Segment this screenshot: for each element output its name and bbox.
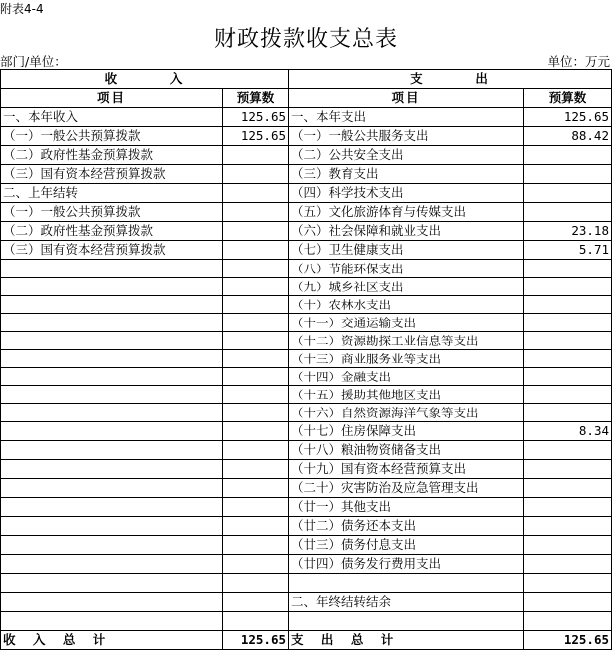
income-item-cell-text: （三）国有资本经营预算拨款: [3, 166, 166, 181]
income-total-label: 收 入 总 计: [1, 631, 223, 650]
expense-value-cell-text: 88.42: [571, 128, 609, 143]
income-item-cell: [1, 108, 223, 127]
budget-table: [0, 69, 612, 650]
income-value-cell: [223, 517, 289, 536]
income-item-cell: [1, 146, 223, 165]
income-item-cell: [1, 386, 223, 404]
expense-value-cell: [524, 350, 612, 368]
expense-item-cell: [289, 612, 524, 631]
expense-item-cell-text: （十二）资源勘探工业信息等支出: [291, 334, 479, 347]
expense-item-cell-text: （二十）灾害防治及应急管理支出: [291, 480, 479, 495]
expense-item-cell-text: （十八）粮油物资储备支出: [291, 442, 442, 457]
income-item-cell: [1, 368, 223, 386]
income-value-cell: [223, 479, 289, 498]
income-item-cell: [1, 517, 223, 536]
income-value-cell: [223, 127, 289, 146]
table-row: [1, 498, 612, 517]
income-value-cell: [223, 332, 289, 350]
column-header-row: [1, 89, 612, 108]
expense-item-cell-text: （廿四）债务发行费用支出: [291, 556, 442, 571]
expense-item-cell: [289, 127, 524, 146]
expense-item-cell-text: （五）文化旅游体育与传媒支出: [291, 204, 467, 219]
expense-value-cell: [524, 612, 612, 631]
income-item-cell: [1, 350, 223, 368]
table-row: [1, 612, 612, 631]
income-item-cell: [1, 203, 223, 222]
expense-item-cell: [289, 314, 524, 332]
expense-item-cell: [289, 222, 524, 241]
expense-value-cell: [524, 574, 612, 593]
income-item-cell: [1, 314, 223, 332]
table-row: [1, 222, 612, 241]
table-row: [1, 536, 612, 555]
expense-value-cell: [524, 404, 612, 422]
expense-value-cell: [524, 127, 612, 146]
income-item-cell-text: （三）国有资本经营预算拨款: [3, 242, 166, 257]
income-value-cell: [223, 260, 289, 278]
expense-item-cell: [289, 260, 524, 278]
income-item-cell: [1, 593, 223, 612]
income-item-cell: [1, 165, 223, 184]
income-value-cell: [223, 146, 289, 165]
table-row: [1, 593, 612, 612]
expense-value-cell: [524, 146, 612, 165]
expense-item-cell: [289, 184, 524, 203]
income-value-cell: [223, 422, 289, 441]
expense-item-cell-text: 一、本年支出: [291, 109, 367, 124]
income-value-cell: [223, 386, 289, 404]
income-value-cell: [223, 368, 289, 386]
expense-item-cell-text: （廿二）债务还本支出: [291, 518, 417, 533]
table-row: [1, 278, 612, 296]
expense-item-cell: [289, 479, 524, 498]
expense-item-cell: [289, 108, 524, 127]
income-item-cell: [1, 127, 223, 146]
income-item-cell: [1, 441, 223, 460]
income-value-cell: [223, 108, 289, 127]
income-item-cell: [1, 460, 223, 479]
table-row: [1, 517, 612, 536]
income-item-cell: [1, 574, 223, 593]
income-value-cell: [223, 241, 289, 260]
department-label: 部门/单位：: [0, 54, 67, 69]
income-item-cell: [1, 404, 223, 422]
expense-item-cell: [289, 498, 524, 517]
expense-item-cell: [289, 165, 524, 184]
table-row: [1, 165, 612, 184]
expense-item-cell-text: （廿三）债务付息支出: [291, 537, 417, 552]
table-row: [1, 422, 612, 441]
expense-item-cell-text: （十七）住房保障支出: [291, 423, 417, 438]
income-value-cell-text: 125.65: [240, 128, 286, 143]
table-row: [1, 127, 612, 146]
income-header: 收 入: [1, 70, 289, 89]
income-total-value: 125.65: [223, 631, 289, 650]
expense-item-cell-text: （十一）交通运输支出: [291, 316, 417, 329]
table-row: [1, 332, 612, 350]
table-row: [1, 108, 612, 127]
expense-value-cell: [524, 165, 612, 184]
income-value-cell: [223, 441, 289, 460]
expense-item-cell: [289, 332, 524, 350]
income-item-cell: [1, 332, 223, 350]
income-budget-header: 预算数: [223, 89, 289, 108]
table-row: [1, 146, 612, 165]
expense-value-cell-text: 125.65: [563, 109, 609, 124]
income-item-cell: [1, 296, 223, 314]
expense-item-cell-text: （十）农林水支出: [291, 298, 392, 311]
income-item-cell: [1, 241, 223, 260]
expense-item-cell-text: （九）城乡社区支出: [291, 280, 404, 293]
income-value-cell: [223, 498, 289, 517]
income-item-header: 项目: [1, 89, 223, 108]
expense-value-cell: [524, 479, 612, 498]
income-value-cell: [223, 555, 289, 574]
expense-value-cell: [524, 184, 612, 203]
expense-item-cell-text: （十四）金融支出: [291, 370, 392, 383]
table-row: [1, 260, 612, 278]
expense-value-cell: [524, 422, 612, 441]
expense-total-value: 125.65: [524, 631, 612, 650]
expense-total-label: 支 出 总 计: [289, 631, 524, 650]
expense-value-cell-text: 5.71: [578, 242, 609, 257]
expense-item-cell-text: （十六）自然资源海洋气象等支出: [291, 406, 479, 419]
expense-item-cell: [289, 555, 524, 574]
expense-value-cell: [524, 260, 612, 278]
expense-value-cell: [524, 203, 612, 222]
income-item-cell-text: （二）政府性基金预算拨款: [3, 147, 154, 162]
income-item-cell: [1, 479, 223, 498]
income-item-cell: [1, 422, 223, 441]
expense-item-cell: [289, 296, 524, 314]
attachment-label: 附表4-4: [0, 2, 44, 16]
expense-item-cell: [289, 386, 524, 404]
section-header-row: [1, 70, 612, 89]
table-body: [1, 108, 612, 631]
expense-item-cell: [289, 460, 524, 479]
expense-item-cell: [289, 350, 524, 368]
expense-item-cell-text: 二、年终结转结余: [291, 594, 392, 609]
expense-item-cell: [289, 536, 524, 555]
expense-value-cell: [524, 460, 612, 479]
income-value-cell: [223, 314, 289, 332]
expense-item-cell: [289, 146, 524, 165]
income-value-cell: [223, 278, 289, 296]
income-item-cell: [1, 278, 223, 296]
expense-item-cell-text: （廿一）其他支出: [291, 499, 392, 514]
income-value-cell: [223, 350, 289, 368]
table-row: [1, 460, 612, 479]
table-row: [1, 386, 612, 404]
income-value-cell: [223, 296, 289, 314]
expense-item-cell: [289, 574, 524, 593]
page-title: 财政拨款收支总表: [213, 27, 398, 52]
income-item-cell: [1, 222, 223, 241]
income-value-cell: [223, 184, 289, 203]
expense-value-cell: [524, 332, 612, 350]
expense-value-cell: [524, 278, 612, 296]
expense-value-cell: [524, 517, 612, 536]
expense-item-cell-text: （八）节能环保支出: [291, 262, 404, 275]
expense-item-header: 项目: [289, 89, 524, 108]
income-value-cell: [223, 203, 289, 222]
expense-item-cell-text: （十五）援助其他地区支出: [291, 388, 442, 401]
expense-item-cell: [289, 422, 524, 441]
expense-item-cell: [289, 517, 524, 536]
expense-value-cell: [524, 241, 612, 260]
table-row: [1, 555, 612, 574]
income-value-cell: [223, 165, 289, 184]
income-item-cell-text: （一）一般公共预算拨款: [3, 128, 141, 143]
expense-value-cell: [524, 296, 612, 314]
expense-value-cell: [524, 593, 612, 612]
expense-item-cell-text: （四）科学技术支出: [291, 185, 404, 200]
table-row: [1, 241, 612, 260]
expense-item-cell-text: （二）公共安全支出: [291, 147, 404, 162]
income-item-cell: [1, 555, 223, 574]
expense-header: 支 出: [289, 70, 612, 89]
table-row: [1, 368, 612, 386]
income-item-cell-text: （一）一般公共预算拨款: [3, 204, 141, 219]
income-value-cell-text: 125.65: [240, 109, 286, 124]
expense-value-cell: [524, 555, 612, 574]
table-row: [1, 479, 612, 498]
unit-label: 单位：万元: [547, 54, 610, 69]
expense-item-cell-text: （六）社会保障和就业支出: [291, 223, 442, 238]
income-item-cell: [1, 536, 223, 555]
income-item-cell-text: （二）政府性基金预算拨款: [3, 223, 154, 238]
table-row: [1, 314, 612, 332]
expense-item-cell-text: （十九）国有资本经营预算支出: [291, 461, 467, 476]
expense-item-cell: [289, 368, 524, 386]
expense-item-cell-text: （一）一般公共服务支出: [291, 128, 429, 143]
expense-value-cell: [524, 108, 612, 127]
table-row: [1, 296, 612, 314]
table-row: [1, 441, 612, 460]
table-row: [1, 184, 612, 203]
expense-item-cell: [289, 278, 524, 296]
total-row: [1, 631, 612, 650]
income-item-cell: [1, 260, 223, 278]
expense-value-cell: [524, 386, 612, 404]
expense-item-cell: [289, 593, 524, 612]
table-row: [1, 350, 612, 368]
income-value-cell: [223, 404, 289, 422]
expense-value-cell: [524, 498, 612, 517]
income-value-cell: [223, 574, 289, 593]
income-value-cell: [223, 222, 289, 241]
income-value-cell: [223, 612, 289, 631]
expense-item-cell: [289, 203, 524, 222]
expense-item-cell-text: （七）卫生健康支出: [291, 242, 404, 257]
income-value-cell: [223, 593, 289, 612]
table-row: [1, 203, 612, 222]
expense-value-cell: [524, 441, 612, 460]
income-item-cell-text: 一、本年收入: [3, 109, 79, 124]
income-item-cell: [1, 184, 223, 203]
expense-value-cell: [524, 314, 612, 332]
expense-item-cell: [289, 441, 524, 460]
income-value-cell: [223, 460, 289, 479]
expense-value-cell-text: 8.34: [578, 423, 609, 438]
expense-value-cell: [524, 368, 612, 386]
income-item-cell: [1, 498, 223, 517]
expense-value-cell-text: 23.18: [571, 223, 609, 238]
expense-value-cell: [524, 222, 612, 241]
expense-item-cell-text: （三）教育支出: [291, 166, 379, 181]
income-value-cell: [223, 536, 289, 555]
income-item-cell: [1, 612, 223, 631]
expense-value-cell: [524, 536, 612, 555]
expense-budget-header: 预算数: [524, 89, 612, 108]
expense-item-cell-text: （十三）商业服务业等支出: [291, 352, 442, 365]
table-row: [1, 574, 612, 593]
table-row: [1, 404, 612, 422]
expense-item-cell: [289, 241, 524, 260]
income-item-cell-text: 二、上年结转: [3, 185, 79, 200]
expense-item-cell: [289, 404, 524, 422]
